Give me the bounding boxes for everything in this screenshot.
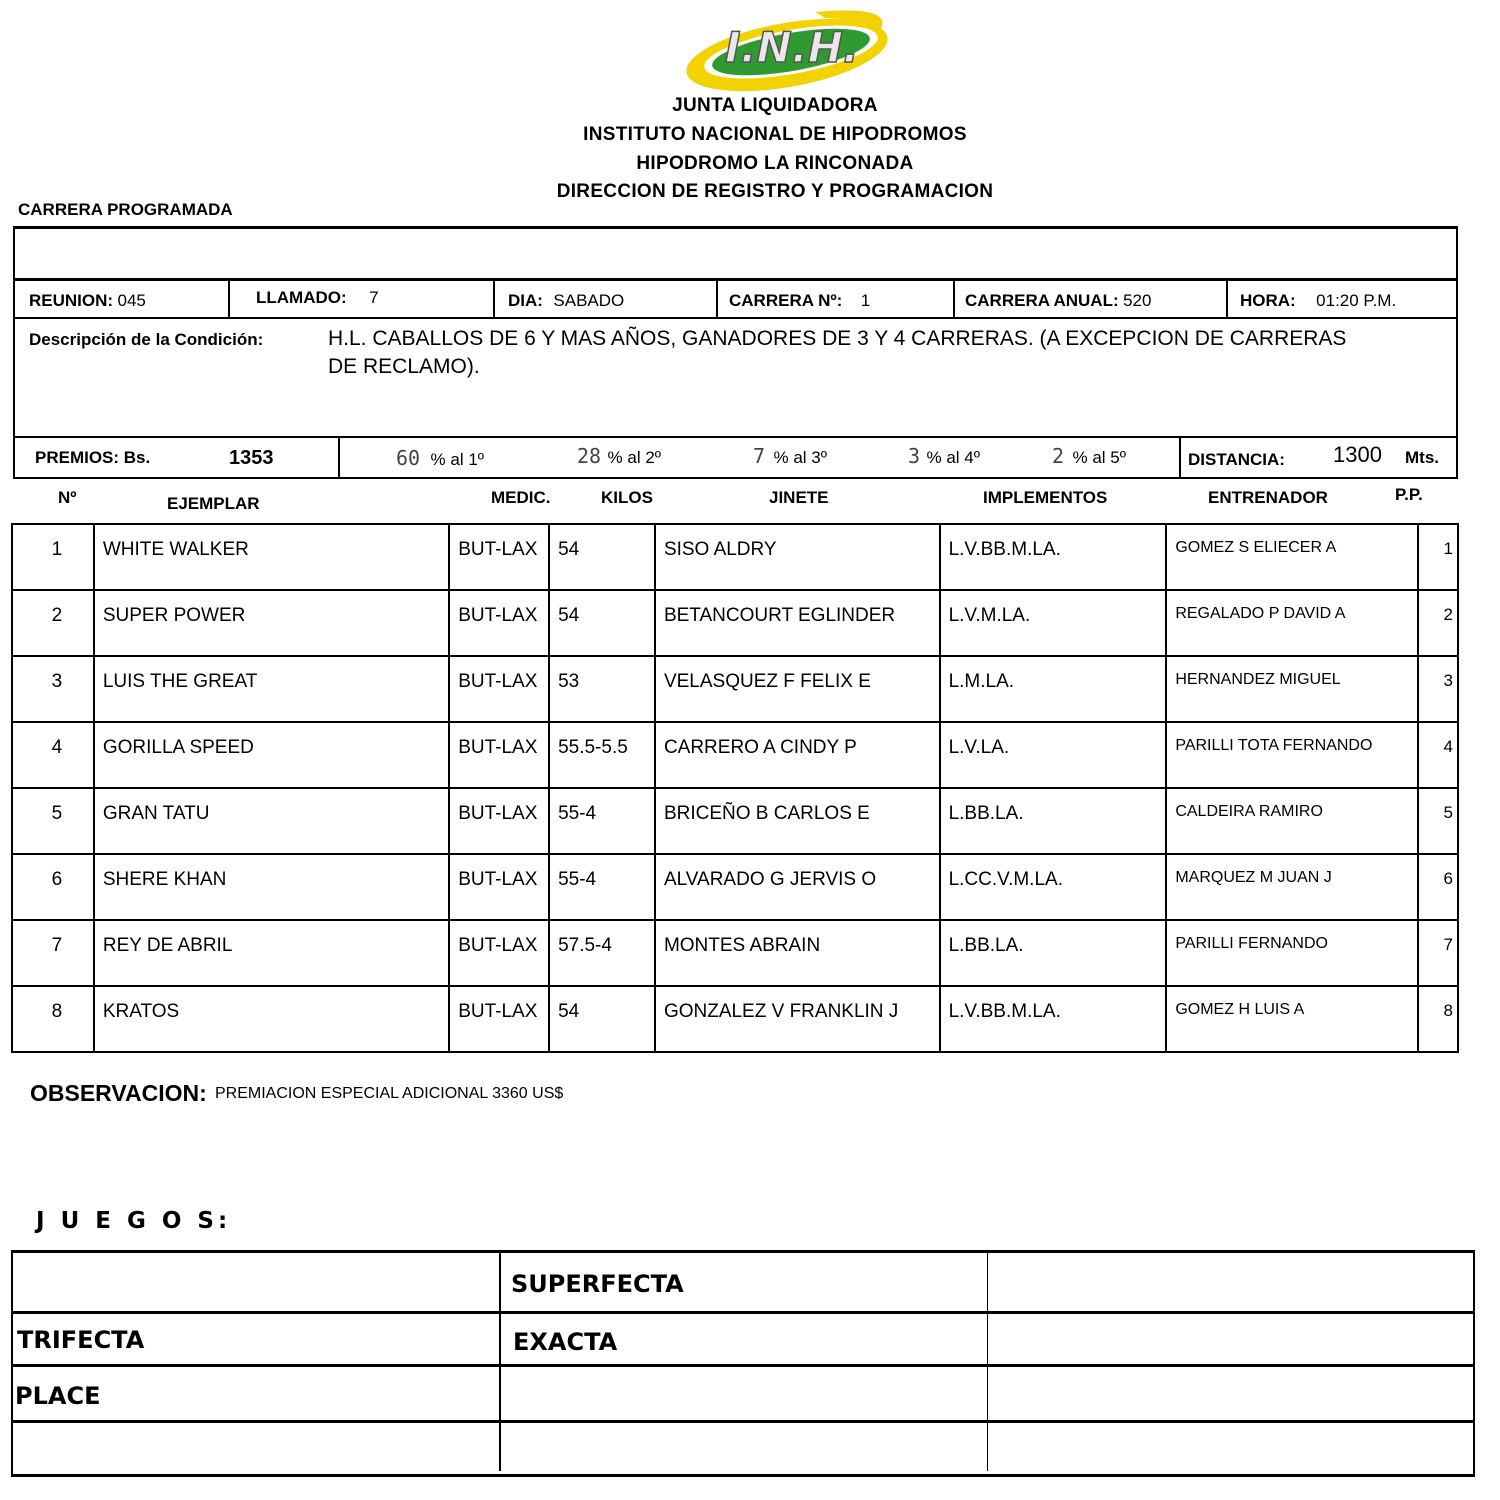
entry-ejemplar: SUPER POWER <box>102 605 246 626</box>
carrera-no-value: 1 <box>860 291 871 310</box>
prize-split-4: 3 % al 4º <box>908 444 980 468</box>
entry-kilos: 54 <box>558 1001 580 1022</box>
prize-split-3: 7 % al 3º <box>753 444 827 468</box>
exacta-label: EXACTA <box>513 1328 618 1356</box>
entry-pp: 8 <box>1443 1001 1453 1020</box>
col-header-entrenador: ENTRENADOR <box>1208 488 1328 507</box>
distancia-unit: Mts. <box>1405 448 1439 467</box>
header-line-2: INSTITUTO NACIONAL DE HIPODROMOS <box>583 124 967 145</box>
table-row[interactable] <box>12 854 1458 920</box>
entry-pp: 6 <box>1443 869 1453 888</box>
carrera-no-field: CARRERA Nº: 1 <box>729 291 871 310</box>
table-row[interactable] <box>12 920 1458 986</box>
entries-table <box>11 523 1459 1053</box>
entry-implementos: L.M.LA. <box>948 671 1015 692</box>
entry-kilos: 53 <box>558 671 580 692</box>
entry-jinete: CARRERO A CINDY P <box>663 737 857 758</box>
entry-ejemplar: GRAN TATU <box>102 803 210 824</box>
entry-medic: BUT-LAX <box>458 803 538 824</box>
entry-num: 8 <box>51 1001 63 1022</box>
entry-ejemplar: GORILLA SPEED <box>102 737 254 758</box>
entry-medic: BUT-LAX <box>458 605 538 626</box>
entry-jinete: GONZALEZ V FRANKLIN J <box>663 1001 899 1022</box>
observacion-text: PREMIACION ESPECIAL ADICIONAL 3360 US$ <box>215 1085 564 1102</box>
entry-ejemplar: LUIS THE GREAT <box>102 671 258 692</box>
col-header-jinete: JINETE <box>769 488 829 507</box>
entry-medic: BUT-LAX <box>458 539 538 560</box>
superfecta-label: SUPERFECTA <box>511 1270 684 1298</box>
entry-kilos: 54 <box>558 539 580 560</box>
table-row[interactable] <box>12 656 1458 722</box>
table-row[interactable] <box>12 788 1458 854</box>
entry-ejemplar: SHERE KHAN <box>102 869 227 890</box>
col-header-pp: P.P. <box>1395 485 1423 504</box>
entry-entrenador: CALDEIRA RAMIRO <box>1175 803 1323 820</box>
entry-entrenador: PARILLI FERNANDO <box>1175 935 1328 952</box>
entry-num: 3 <box>51 671 63 692</box>
entry-entrenador: GOMEZ H LUIS A <box>1175 1001 1305 1018</box>
table-row[interactable] <box>12 590 1458 656</box>
entry-entrenador: REGALADO P DAVID A <box>1175 605 1346 622</box>
entry-kilos: 55.5-5.5 <box>558 737 628 758</box>
col-header-num: Nº <box>58 488 77 507</box>
entry-implementos: L.V.M.LA. <box>948 605 1031 626</box>
entry-jinete: ALVARADO G JERVIS O <box>663 869 877 890</box>
svg-text:I.N.H.: I.N.H. <box>725 23 859 72</box>
entry-num: 7 <box>51 935 63 956</box>
condition-text: H.L. CABALLOS DE 6 Y MAS AÑOS, GANADORES DE 3 Y 4 CARRERAS. (A EXCEPCION DE CARRERAS DE RECLAMO). <box>328 327 1347 378</box>
entry-pp: 1 <box>1443 539 1453 558</box>
col-header-kilos: KILOS <box>601 488 653 507</box>
entry-implementos: L.BB.LA. <box>948 803 1024 824</box>
entry-medic: BUT-LAX <box>458 737 538 758</box>
entry-implementos: L.CC.V.M.LA. <box>948 869 1063 890</box>
entry-num: 4 <box>51 737 63 758</box>
prize-split-5: 2 % al 5º <box>1052 444 1126 468</box>
llamado-field: LLAMADO: 7 <box>256 288 379 307</box>
entry-jinete: SISO ALDRY <box>663 539 777 560</box>
entry-pp: 4 <box>1443 737 1453 756</box>
llamado-value: 7 <box>369 288 379 307</box>
col-header-implementos: IMPLEMENTOS <box>983 488 1108 507</box>
dia-value: SABADO <box>553 291 625 310</box>
trifecta-label: TRIFECTA <box>17 1326 145 1354</box>
entry-medic: BUT-LAX <box>458 1001 538 1022</box>
prize-split-1: 60 % al 1º <box>396 446 485 470</box>
entry-kilos: 55-4 <box>558 803 597 824</box>
entry-kilos: 55-4 <box>558 869 597 890</box>
hora-field: HORA: 01:20 P.M. <box>1240 291 1397 310</box>
entry-ejemplar: KRATOS <box>102 1001 180 1022</box>
entry-pp: 7 <box>1443 935 1453 954</box>
entry-num: 1 <box>51 539 63 560</box>
entry-implementos: L.BB.LA. <box>948 935 1024 956</box>
dia-field: DIA: SABADO <box>508 291 625 310</box>
col-header-ejemplar: EJEMPLAR <box>167 494 260 513</box>
entry-implementos: L.V.BB.M.LA. <box>948 539 1061 560</box>
race-info-box <box>13 226 1458 479</box>
header-line-4: DIRECCION DE REGISTRO Y PROGRAMACION <box>556 181 994 202</box>
entry-entrenador: GOMEZ S ELIECER A <box>1175 539 1337 556</box>
entry-pp: 2 <box>1443 605 1453 624</box>
distancia-value: 1300 <box>1333 442 1382 467</box>
entry-medic: BUT-LAX <box>458 671 538 692</box>
reunion-field: REUNION: 045 <box>29 291 146 310</box>
entry-medic: BUT-LAX <box>458 869 538 890</box>
premios-amount: 1353 <box>229 447 274 469</box>
entry-jinete: BETANCOURT EGLINDER <box>663 605 896 626</box>
entry-jinete: BRICEÑO B CARLOS E <box>663 803 870 824</box>
juegos-title: J U E G O S: <box>36 1208 232 1234</box>
carrera-anual-field: CARRERA ANUAL: 520 <box>965 291 1152 310</box>
observacion-label: OBSERVACION: <box>30 1080 207 1106</box>
entry-kilos: 57.5-4 <box>558 935 612 956</box>
entry-ejemplar: REY DE ABRIL <box>102 935 233 956</box>
entry-implementos: L.V.LA. <box>948 737 1010 758</box>
entry-jinete: MONTES ABRAIN <box>663 935 821 956</box>
entry-kilos: 54 <box>558 605 580 626</box>
reunion-value: 045 <box>117 291 146 310</box>
distancia-label: DISTANCIA: <box>1188 450 1285 469</box>
header-line-3: HIPODROMO LA RINCONADA <box>636 153 914 174</box>
entry-implementos: L.V.BB.M.LA. <box>948 1001 1061 1022</box>
entry-pp: 3 <box>1443 671 1453 690</box>
carrera-anual-value: 520 <box>1123 291 1152 310</box>
entry-jinete: VELASQUEZ F FELIX E <box>663 671 871 692</box>
entry-ejemplar: WHITE WALKER <box>102 539 249 560</box>
entry-medic: BUT-LAX <box>458 935 538 956</box>
inh-logo <box>665 0 919 98</box>
section-title: CARRERA PROGRAMADA <box>18 200 233 219</box>
entry-num: 6 <box>51 869 63 890</box>
table-row[interactable] <box>12 986 1458 1052</box>
prize-split-2: 28 % al 2º <box>577 444 662 468</box>
hora-value: 01:20 P.M. <box>1316 291 1397 310</box>
table-row[interactable] <box>12 722 1458 788</box>
entry-num: 5 <box>51 803 63 824</box>
premios-label: PREMIOS: Bs. <box>35 448 151 467</box>
header-line-1: JUNTA LIQUIDADORA <box>672 95 878 116</box>
entry-entrenador: PARILLI TOTA FERNANDO <box>1175 737 1373 754</box>
place-label: PLACE <box>15 1382 101 1410</box>
juegos-grid <box>11 1250 1475 1477</box>
entry-entrenador: HERNANDEZ MIGUEL <box>1175 671 1341 688</box>
table-row[interactable] <box>12 524 1458 590</box>
condition-label: Descripción de la Condición: <box>29 330 264 349</box>
entry-entrenador: MARQUEZ M JUAN J <box>1175 869 1332 886</box>
entry-pp: 5 <box>1443 803 1453 822</box>
entry-num: 2 <box>51 605 63 626</box>
col-header-medic: MEDIC. <box>491 488 551 507</box>
